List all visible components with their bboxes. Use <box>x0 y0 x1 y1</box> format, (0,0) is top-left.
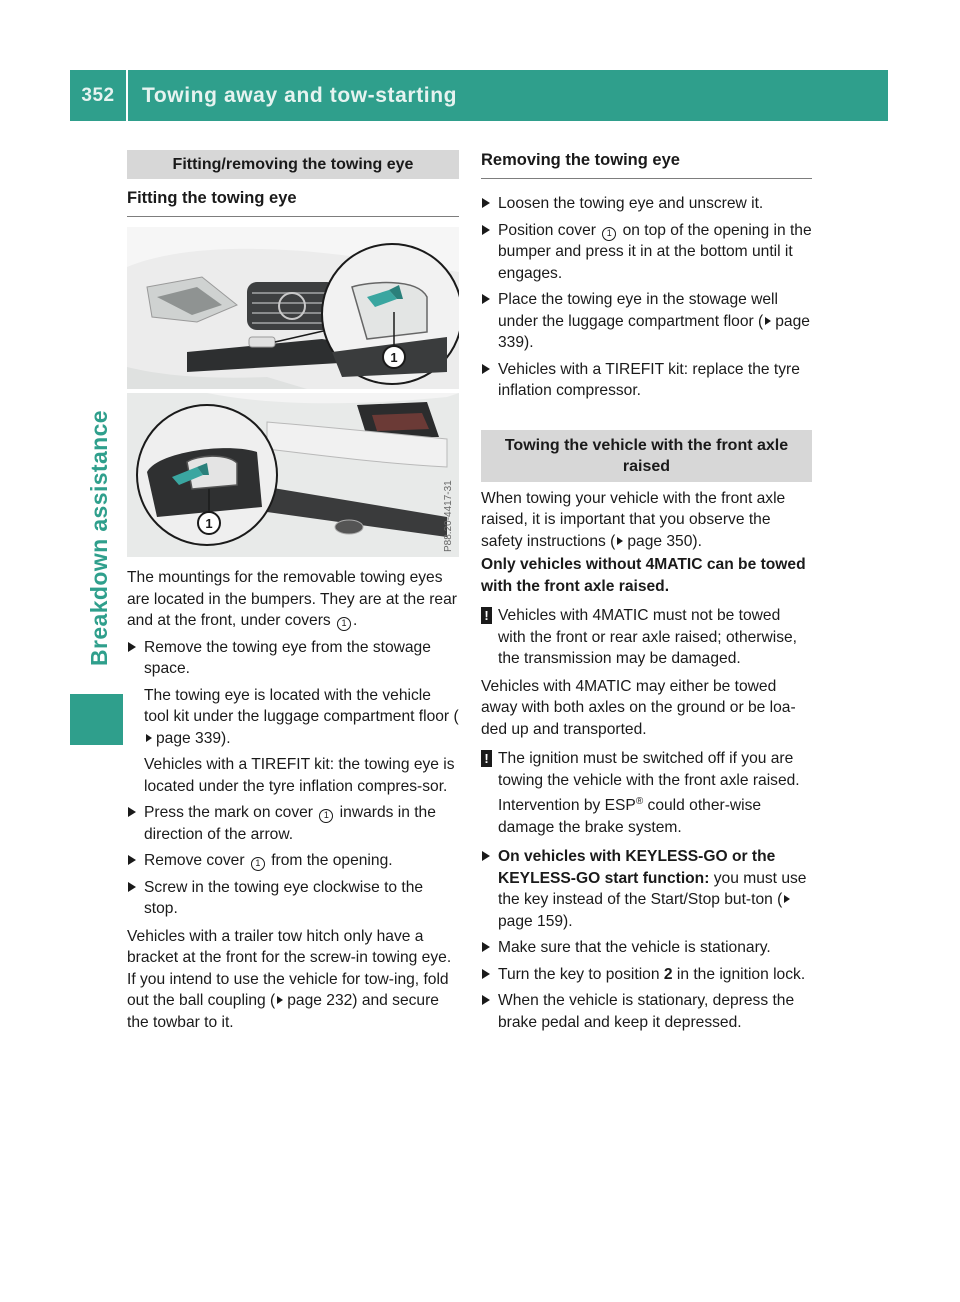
step-remove-cover: Remove cover 1 from the opening. <box>127 850 459 872</box>
step-press-mark: Press the mark on cover 1 inwards in the direction of the arrow. <box>127 802 459 845</box>
page-header <box>70 70 888 121</box>
heading-removing-towing-eye: Removing the towing eye <box>481 150 812 179</box>
step-arrow-icon <box>482 364 490 374</box>
warning-4matic: ! Vehicles with 4MATIC must not be towed with the front or rear axle raised; otherwise, the transmission may be damaged. <box>481 605 812 670</box>
callout-1-bottom: 1 <box>205 516 213 531</box>
step-stationary: Make sure that the vehicle is stationary. <box>481 937 812 959</box>
warning-icon: ! <box>481 750 492 767</box>
trailer-hitch-paragraph: Vehicles with a trailer tow hitch only have a bracket at the front for the screw-in towing eye. If you intend to use the vehicle for tow-ing, fold out the ball coupling ( page 232) and secure the towbar to it. <box>127 927 452 1031</box>
step-remove-towing-eye: Remove the towing eye from the stowage space. <box>127 637 459 680</box>
step-arrow-icon <box>482 198 490 208</box>
step-arrow-icon <box>482 851 490 861</box>
page-ref-icon <box>765 317 771 325</box>
page-number: 352 <box>81 84 115 106</box>
step-arrow-icon <box>482 942 490 952</box>
without-4matic-notice: Only vehicles without 4MATIC can be towed with the front axle raised. <box>481 556 806 595</box>
page-ref-icon <box>146 734 152 742</box>
step-arrow-icon <box>482 294 490 304</box>
right-column <box>481 150 812 1033</box>
step-place-stowage: Place the towing eye in the stowage well under the luggage compartment floor ( page 339). <box>481 289 812 354</box>
step-loosen: Loosen the towing eye and unscrew it. <box>481 193 812 215</box>
figure-code: P88.20-4417-31 <box>443 480 454 552</box>
chapter-title: Towing away and tow-starting <box>142 83 458 107</box>
note-tirefit-location: Vehicles with a TIREFIT kit: the towing eye is located under the tyre inflation compres-sor. <box>144 756 455 795</box>
step-arrow-icon <box>482 969 490 979</box>
towing-eye-illustration <box>127 227 459 557</box>
step-screw-in: Screw in the towing eye clockwise to the stop. <box>127 877 459 920</box>
step-arrow-icon <box>482 995 490 1005</box>
step-brake-pedal: When the vehicle is stationary, depress the brake pedal and keep it depressed. <box>481 990 812 1033</box>
callout-1-top: 1 <box>390 350 398 365</box>
warning-ignition: ! The ignition must be switched off if you are towing the vehicle with the front axle raised. Intervention by ESP® could other-wise damage the brake system. <box>481 748 812 838</box>
4matic-transport-paragraph: Vehicles with 4MATIC may either be towed away with both axles on the ground or be loa-ded up and transported. <box>481 677 796 738</box>
bumper-cover-drawing <box>127 227 459 557</box>
warning-icon: ! <box>481 607 492 624</box>
step-arrow-icon <box>128 855 136 865</box>
section-heading-front-axle: Towing the vehicle with the front axle raised <box>481 430 812 482</box>
page-ref-icon <box>784 895 790 903</box>
step-arrow-icon <box>482 225 490 235</box>
side-section-label: Breakdown assistance <box>86 409 112 666</box>
header-divider <box>126 70 128 121</box>
page-ref-icon <box>277 996 283 1004</box>
step-tirefit-replace: Vehicles with a TIREFIT kit: replace the tyre inflation compressor. <box>481 359 812 402</box>
sub-heading-fitting: Fitting the towing eye <box>127 179 459 217</box>
step-keyless-go: On vehicles with KEYLESS-GO or the KEYLESS-GO start function: you must use the key instead of the Start/Stop but-ton (page 159). <box>481 846 812 932</box>
note-tool-kit-location: The towing eye is located with the vehicle tool kit under the luggage compartment floor (page 339). <box>144 686 459 747</box>
left-column <box>127 150 459 1033</box>
step-arrow-icon <box>128 882 136 892</box>
step-position-cover: Position cover 1 on top of the opening in the bumper and press it in at the bottom until it engages. <box>481 220 812 285</box>
safety-paragraph: When towing your vehicle with the front axle raised, it is important that you observe the safety instructions ( page 350). <box>481 489 786 550</box>
page-ref-icon <box>617 537 623 545</box>
step-arrow-icon <box>128 642 136 652</box>
section-heading-fitting-removing: Fitting/removing the towing eye <box>127 150 459 179</box>
intro-paragraph: The mountings for the removable towing eyes are located in the bumpers. They are at the rear and at the front, under covers 1 . <box>127 569 457 629</box>
side-tab-block <box>70 694 123 745</box>
step-arrow-icon <box>128 807 136 817</box>
step-turn-key: Turn the key to position 2 in the ignition lock. <box>481 964 812 986</box>
